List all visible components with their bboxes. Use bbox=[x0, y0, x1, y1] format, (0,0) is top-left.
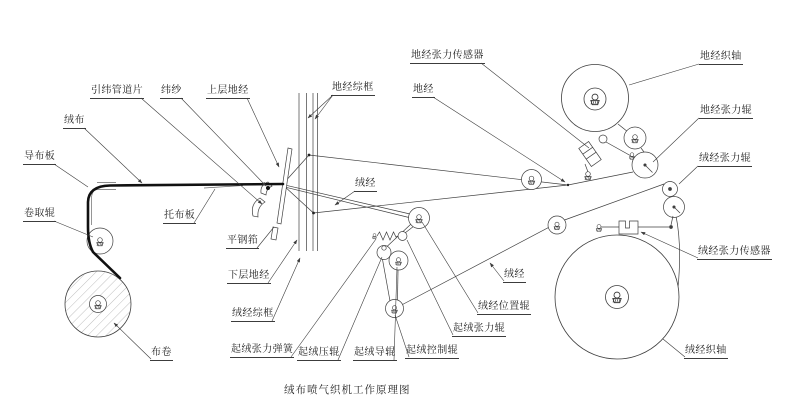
diagram-caption: 绒布喷气织机工作原理图 bbox=[284, 384, 411, 396]
label-pile-heddle-frame: 绒经综框 bbox=[231, 308, 275, 322]
label-pile-warp-beam: 绒经织轴 bbox=[684, 345, 728, 359]
label-lower-ground-warp: 下层地经 bbox=[227, 270, 271, 284]
label-take-up-roller: 卷取辊 bbox=[23, 208, 56, 222]
label-ground-warp: 地经 bbox=[412, 84, 435, 98]
label-pile-control-roller: 起绒控制辊 bbox=[405, 345, 459, 359]
ground-tension-roller bbox=[624, 127, 658, 178]
label-pile-press-roller: 起绒压辊 bbox=[297, 347, 341, 361]
weft-dot bbox=[266, 186, 270, 190]
reed bbox=[271, 148, 292, 240]
pile-press-roller bbox=[377, 246, 391, 260]
label-pile-tension-sensor: 绒经张力传感器 bbox=[697, 246, 772, 260]
label-pile-warp-left: 绒经 bbox=[354, 178, 377, 192]
label-cloth-roll: 布卷 bbox=[150, 347, 173, 361]
cloth-path bbox=[88, 184, 283, 278]
heddle-frames bbox=[299, 93, 318, 251]
label-pile-warp-right: 绒经 bbox=[503, 269, 526, 283]
label-ground-heddle-frame: 地经综框 bbox=[331, 82, 375, 96]
label-upper-ground-warp: 上层地经 bbox=[206, 85, 250, 99]
label-pile-fabric: 绒布 bbox=[63, 115, 86, 129]
label-pile-position-roller: 绒经位置辊 bbox=[477, 301, 531, 315]
label-cloth-support-plate: 托布板 bbox=[163, 210, 196, 224]
label-flat-reed: 平钢筘 bbox=[226, 235, 259, 249]
pile-tension-sensor bbox=[601, 216, 673, 234]
pile-tension-rollers bbox=[663, 182, 685, 218]
label-pile-tension-spring: 起绒张力弹簧 bbox=[230, 344, 294, 358]
label-ground-warp-beam: 地经织轴 bbox=[699, 51, 743, 65]
label-pile-raising-tension-roller: 起绒张力辊 bbox=[452, 323, 506, 337]
label-ground-tension-sensor: 地经张力传感器 bbox=[410, 50, 485, 64]
pile-tension-spring bbox=[377, 232, 407, 241]
label-pile-guide-roller: 起绒导辊 bbox=[353, 347, 397, 361]
label-ground-tension-roller: 地经张力辊 bbox=[699, 105, 753, 119]
label-cloth-guide-plate: 导布板 bbox=[23, 151, 56, 165]
label-weft-yarn: 纬纱 bbox=[160, 85, 183, 99]
label-pile-tension-roller: 绒经张力辊 bbox=[698, 153, 752, 167]
label-weft-duct-plate: 引纬管道片 bbox=[90, 85, 144, 99]
